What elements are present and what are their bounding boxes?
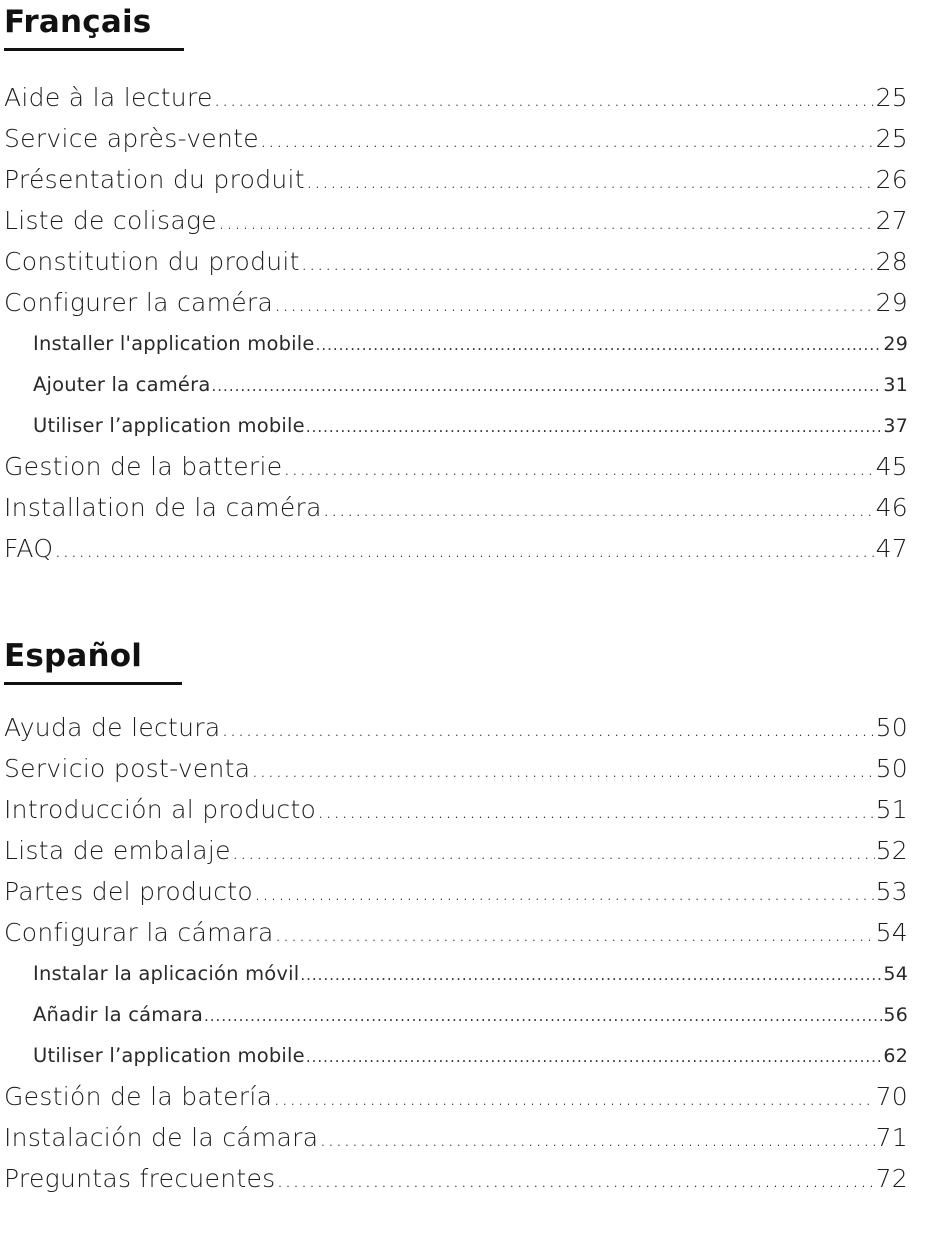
dot-leader [251,750,874,789]
toc-entry[interactable] [0,1117,908,1158]
toc-entry-title: Installer l'application mobile [33,332,315,355]
toc-page-number: 53 [875,877,908,906]
dot-leader [274,284,874,323]
dot-leader [218,202,875,241]
dot-leader [306,407,883,446]
dot-leader [306,161,875,200]
heading-underline [4,682,182,685]
heading-underline [4,48,184,51]
toc-page-number: 31 [883,374,908,396]
dot-leader [273,1078,874,1117]
toc-page-number: 50 [875,754,908,783]
toc-entry[interactable] [0,871,908,912]
dot-leader [316,325,883,364]
dot-leader [306,1037,883,1076]
dot-leader [212,366,883,405]
toc-entry-title: Présentation du produit [4,165,305,194]
toc-entry[interactable] [0,528,908,569]
toc-page-number: 46 [875,493,908,522]
dot-leader [214,79,875,118]
toc-entry[interactable] [0,159,908,200]
dot-leader [254,873,875,912]
dot-leader [323,489,875,528]
toc-entry[interactable] [0,282,908,323]
toc-subentry[interactable] [0,994,908,1035]
dot-leader [276,1160,874,1199]
toc-entry[interactable] [0,487,908,528]
toc-page-number: 62 [883,1045,908,1067]
toc-subentry[interactable] [0,323,908,364]
toc-entry-title: Service après-vente [4,124,259,153]
toc-page-number: 28 [875,247,908,276]
toc-entry-title: Ajouter la caméra [33,373,211,396]
dot-leader [301,243,875,282]
toc-entry[interactable] [0,912,908,953]
toc-list [0,77,908,569]
toc-entry-title: Instalar la aplicación móvil [33,962,300,985]
toc-entry[interactable] [0,77,908,118]
toc-entry[interactable] [0,830,908,871]
toc-entry-title: Installation de la caméra [4,493,322,522]
toc-subentry[interactable] [0,1035,908,1076]
toc-subentry[interactable] [0,364,908,405]
toc-entry-title: Introducción al producto [4,795,317,824]
dot-leader [319,1119,874,1158]
dot-leader [232,832,875,871]
toc-entry[interactable] [0,241,908,282]
dot-leader [222,709,875,748]
toc-entry-title: Instalación de la cámara [4,1123,319,1152]
toc-entry-title: Constitution du produit [4,247,300,276]
toc-entry[interactable] [0,446,908,487]
dot-leader [317,791,874,830]
toc-page-number: 47 [875,534,908,563]
toc-page-number: 50 [875,713,908,742]
toc-entry-title: Añadir la cámara [33,1003,204,1026]
toc-page-number: 37 [883,415,908,437]
toc-page-number: 29 [883,333,908,355]
toc-page-number: 52 [875,836,908,865]
toc-page-number: 45 [875,452,908,481]
section-heading: Français [4,4,152,40]
toc-entry-title: Utiliser l’application mobile [33,1044,305,1067]
toc-page-number: 25 [875,124,908,153]
toc-entry-title: Ayuda de lectura [4,713,221,742]
toc-page-number: 54 [875,918,908,947]
toc-page-number: 25 [875,83,908,112]
dot-leader [283,448,874,487]
toc-page-number: 71 [875,1123,908,1152]
dot-leader [275,914,875,953]
toc-entry[interactable] [0,748,908,789]
toc-entry-title: Liste de colisage [4,206,217,235]
toc-entry-title: Aide à la lecture [4,83,213,112]
toc-entry-title: Lista de embalaje [4,836,231,865]
dot-leader [260,120,875,159]
toc-entry[interactable] [0,789,908,830]
toc-entry-title: Preguntas frecuentes [4,1164,276,1193]
toc-page-number: 51 [875,795,908,824]
toc-entry-title: Servicio post-venta [4,754,251,783]
toc-entry-title: Gestión de la batería [4,1082,273,1111]
dot-leader [54,530,874,569]
toc-page-number: 26 [875,165,908,194]
dot-leader [204,996,882,1035]
toc-entry-title: Configurar la cámara [4,918,274,947]
toc-entry-title: Gestion de la batterie [4,452,283,481]
section-heading: Español [4,638,143,674]
toc-entry[interactable] [0,118,908,159]
toc-entry[interactable] [0,1076,908,1117]
toc-page-number: 27 [875,206,908,235]
toc-page-number: 56 [883,1004,908,1026]
toc-page-number: 54 [883,963,908,985]
toc-entry[interactable] [0,707,908,748]
toc-page-number: 72 [875,1164,908,1193]
toc-entry-title: Partes del producto [4,877,253,906]
toc-entry[interactable] [0,200,908,241]
toc-list [0,707,908,1199]
toc-entry-title: FAQ [4,534,54,563]
toc-subentry[interactable] [0,953,908,994]
toc-entry-title: Utiliser l’application mobile [33,414,305,437]
toc-page-number: 70 [875,1082,908,1111]
toc-entry[interactable] [0,1158,908,1199]
toc-subentry[interactable] [0,405,908,446]
dot-leader [300,955,882,994]
toc-page-number: 29 [875,288,908,317]
toc-entry-title: Configurer la caméra [4,288,274,317]
